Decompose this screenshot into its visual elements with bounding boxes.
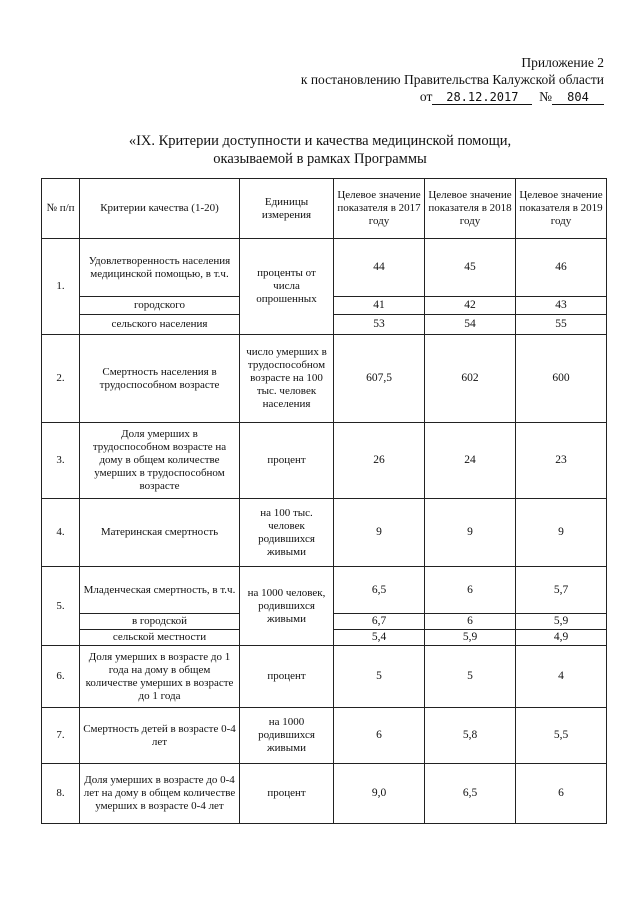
value-2018: 6,5 [425,764,516,824]
value-2019: 43 [516,297,607,315]
units-cell: число умерших в трудоспособном возрасте на 100 тыс. человек населения [240,335,334,423]
row-number: 4. [42,499,80,567]
row-number: 3. [42,423,80,499]
row-number: 5. [42,567,80,646]
header-2018: Целевое значение показателя в 2018 году [425,179,516,239]
row-number: 6. [42,646,80,708]
table-row [42,567,607,614]
value-2017: 9,0 [334,764,425,824]
row-number: 7. [42,708,80,764]
table-header-row [42,179,607,239]
units-cell: проценты от числа опрошенных [240,239,334,335]
value-2017: 9 [334,499,425,567]
appendix-label: Приложение 2 [521,55,604,70]
value-2018: 24 [425,423,516,499]
value-2019: 600 [516,335,607,423]
title-line-2: оказываемой в рамках Программы [213,151,427,167]
header-num: № п/п [42,179,80,239]
resolution-number: 804 [552,91,604,105]
row-number: 2. [42,335,80,423]
criteria-cell: Младенческая смертность, в т.ч. [80,567,240,614]
value-2017: 6 [334,708,425,764]
value-2019: 6 [516,764,607,824]
criteria-cell: в городской [80,614,240,630]
criteria-cell: сельской местности [80,630,240,646]
criteria-cell: Доля умерших в возрасте до 0-4 лет на дому в общем количестве умерших в возрасте 0-4 лет [80,764,240,824]
value-2018: 54 [425,315,516,335]
header-2019: Целевое значение показателя в 2019 году [516,179,607,239]
table-row [42,764,607,824]
value-2017: 5 [334,646,425,708]
value-2019: 9 [516,499,607,567]
criteria-cell: Смертность населения в трудоспособном возрасте [80,335,240,423]
header-2017: Целевое значение показателя в 2017 году [334,179,425,239]
value-2018: 9 [425,499,516,567]
value-2017: 6,7 [334,614,425,630]
units-cell: на 1000 родившихся живыми [240,708,334,764]
table-row [42,708,607,764]
value-2017: 5,4 [334,630,425,646]
criteria-cell: городского [80,297,240,315]
table-row [42,499,607,567]
table-row [42,239,607,297]
table-row [42,646,607,708]
value-2018: 5,9 [425,630,516,646]
value-2019: 55 [516,315,607,335]
resolution-date: 28.12.2017 [432,91,532,105]
value-2017: 53 [334,315,425,335]
units-cell: процент [240,764,334,824]
value-2019: 5,9 [516,614,607,630]
header-criteria: Критерии качества (1-20) [80,179,240,239]
value-2018: 45 [425,239,516,297]
document-header [301,54,604,105]
value-2019: 5,5 [516,708,607,764]
number-label: № [539,89,552,104]
criteria-cell: Материнская смертность [80,499,240,567]
value-2017: 6,5 [334,567,425,614]
criteria-cell: Удовлетворенность населения медицинской помощью, в т.ч. [80,239,240,297]
value-2017: 26 [334,423,425,499]
date-number-line [301,88,604,105]
table-row [42,335,607,423]
section-title [0,132,640,168]
value-2019: 46 [516,239,607,297]
value-2017: 44 [334,239,425,297]
row-number: 8. [42,764,80,824]
units-cell: процент [240,646,334,708]
units-cell: на 1000 человек, родившихся живыми [240,567,334,646]
resolution-label: к постановлению Правительства Калужской области [300,72,604,87]
table-row [42,423,607,499]
criteria-table [41,178,607,824]
value-2018: 602 [425,335,516,423]
value-2018: 5 [425,646,516,708]
criteria-cell: сельского населения [80,315,240,335]
value-2018: 6 [425,567,516,614]
from-label: от [419,89,433,104]
criteria-cell: Доля умерших в трудоспособном возрасте на дому в общем количестве умерших в трудоспособном возрасте [80,423,240,499]
value-2018: 6 [425,614,516,630]
units-cell: процент [240,423,334,499]
criteria-cell: Доля умерших в возрасте до 1 года на дому в общем количестве умерших в возрасте до 1 года [80,646,240,708]
criteria-cell: Смертность детей в возрасте 0-4 лет [80,708,240,764]
value-2018: 42 [425,297,516,315]
row-number: 1. [42,239,80,335]
value-2017: 607,5 [334,335,425,423]
value-2019: 4,9 [516,630,607,646]
value-2019: 23 [516,423,607,499]
units-cell: на 100 тыс. человек родившихся живыми [240,499,334,567]
value-2018: 5,8 [425,708,516,764]
value-2017: 41 [334,297,425,315]
value-2019: 4 [516,646,607,708]
title-line-1: «IX. Критерии доступности и качества медицинской помощи, [128,133,512,149]
header-units: Единицы измерения [240,179,334,239]
value-2019: 5,7 [516,567,607,614]
